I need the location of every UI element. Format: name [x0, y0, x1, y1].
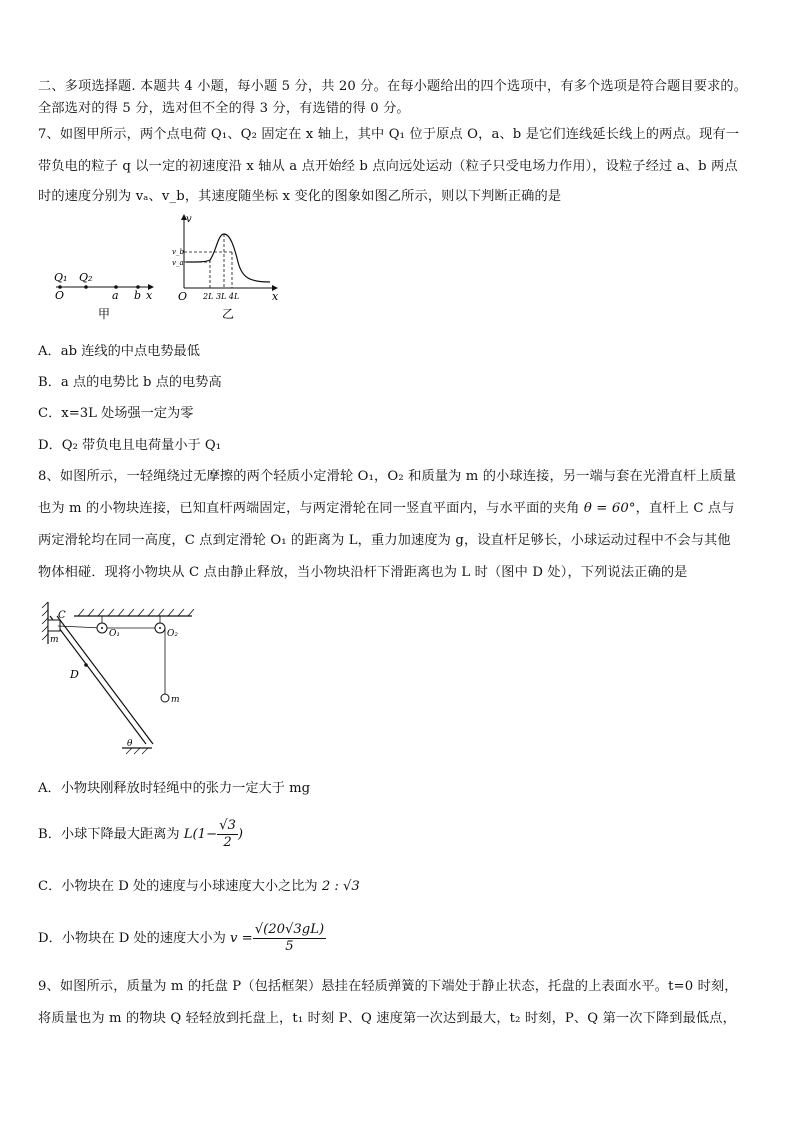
q8-option-d-pre: v = [229, 931, 253, 946]
q8-option-b-pre: L(1− [183, 827, 218, 842]
fig-b-axis-x: x [272, 290, 279, 303]
q8-stem-line2-part1: 也为 m 的小物块连接，已知直杆两端固定，与两定滑轮在同一竖直平面内，与水平面的夹角 [38, 501, 584, 516]
q8-option-c-ratio: 2 : √3 [321, 879, 360, 894]
q8-option-a: A．小物块刚释放时轻绳中的张力一定大于 mg [38, 781, 311, 796]
fig-a-origin-label: O [55, 289, 65, 302]
q8-theta-value: θ = 60° [583, 501, 636, 516]
section-heading-line2: 全部选对的得 5 分，选对但不全的得 3 分，有选错的得 0 分。 [38, 101, 410, 116]
q8-stem-line2 [38, 500, 735, 518]
fig-b-axis-v: v [186, 214, 192, 225]
q8-option-d-num: √(20√3gL) [254, 922, 325, 937]
fig-block-mass: m [50, 635, 59, 645]
q8-option-b-fraction [217, 818, 238, 851]
q8-option-b [38, 818, 243, 852]
fig-a-caption: 甲 [98, 307, 111, 321]
q8-option-b-text: B．小球下降最大距离为 [38, 827, 184, 842]
q7-option-b: B．a 点的电势比 b 点的电势高 [38, 375, 222, 390]
fig-pulley-o1: O₁ [109, 629, 120, 639]
q8-option-b-den: 2 [223, 835, 232, 850]
q8-option-d-fraction [253, 922, 326, 955]
q8-option-b-post: ) [237, 827, 244, 842]
fig-point-d: D [70, 668, 79, 681]
q8-option-d-den: 5 [285, 939, 294, 954]
fig-a-q2-label: Q₂ [79, 271, 93, 284]
fig-point-c: C [58, 610, 66, 621]
q8-option-d [38, 922, 326, 956]
fig-b-ticks: 2L 3L 4L [203, 292, 240, 301]
q8-figure [38, 596, 208, 758]
q7-stem-line3: 时的速度分别为 vₐ、v_b，其速度随坐标 x 变化的图象如图乙所示，则以下判断正确的是 [38, 189, 562, 204]
q8-option-c-text: C．小物块在 D 处的速度与小球速度大小之比为 [38, 879, 322, 894]
q8-stem-line3: 两定滑轮均在同一高度，C 点到定滑轮 O₁ 的距离为 L，重力加速度为 g，设直杆足够长，小球运动过程中不会与其他 [38, 533, 731, 548]
q8-stem-line4: 物体相碰．现将小物块从 C 点由静止释放，当小物块沿杆下滑距离也为 L 时（图中 D 处），下列说法正确的是 [38, 565, 688, 580]
fig-ball-mass: m [171, 695, 180, 705]
fig-a-axis-x: x [146, 289, 153, 302]
q7-option-a: A．ab 连线的中点电势最低 [38, 344, 200, 359]
fig-pulley-o2: O₂ [167, 629, 178, 639]
q8-option-b-num: √3 [219, 818, 236, 833]
fig-a-q1-label: Q₁ [54, 271, 68, 284]
q8-option-d-text: D．小物块在 D 处的速度大小为 [38, 931, 230, 946]
fig-angle-theta: θ [127, 739, 133, 749]
q8-option-c [38, 878, 360, 896]
q9-stem-line1: 9、如图所示，质量为 m 的托盘 P（包括框架）悬挂在轻质弹簧的下端处于静止状态，托盘的上表面水平。t=0 时刻， [38, 979, 738, 994]
q7-figure-a [48, 262, 168, 324]
fig-b-caption: 乙 [222, 307, 235, 321]
fig-b-va-label: v_a [172, 259, 184, 267]
fig-b-origin: O [178, 290, 188, 303]
q7-figure-b [170, 212, 290, 324]
q8-stem-line2-part2: ，直杆上 C 点与 [635, 501, 735, 516]
fig-a-point-b: b [134, 289, 142, 302]
q7-stem-line1: 7、如图甲所示，两个点电荷 Q₁、Q₂ 固定在 x 轴上，其中 Q₁ 位于原点 O，a、b 是它们连线延长线上的两点。现有一 [38, 127, 740, 142]
q7-stem-line2: 带负电的粒子 q 以一定的初速度沿 x 轴从 a 点开始经 b 点向远处运动（粒子只受电场力作用），设粒子经过 a、b 两点 [38, 159, 738, 174]
q8-stem-line1: 8、如图所示，一轻绳绕过无摩擦的两个轻质小定滑轮 O₁，O₂ 和质量为 m 的小球连接，另一端与套在光滑直杆上质量 [38, 469, 737, 484]
section-heading-line1: 二、多项选择题. 本题共 4 小题，每小题 5 分，共 20 分。在每小题给出的四个选项中，有多个选项是符合题目要求的。 [38, 79, 748, 94]
fig-b-vb-label: v_b [172, 248, 184, 256]
q7-option-c: C．x=3L 处场强一定为零 [38, 406, 194, 421]
fig-a-point-a: a [112, 289, 119, 302]
q9-stem-line2: 将质量也为 m 的物块 Q 轻轻放到托盘上，t₁ 时刻 P、Q 速度第一次达到最大，t₂ 时刻，P、Q 第一次下降到最低点， [38, 1011, 736, 1026]
q7-option-d: D．Q₂ 带负电且电荷量小于 Q₁ [38, 438, 222, 453]
